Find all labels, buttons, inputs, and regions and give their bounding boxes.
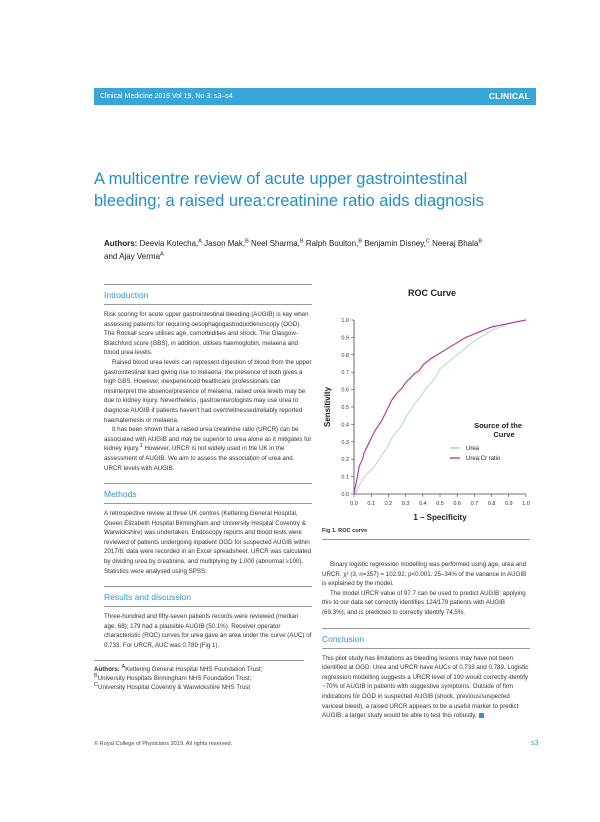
affiliation-item: Kettering General Hospital NHS Foundation Trust; (125, 666, 263, 673)
author: Neel Sharma, (250, 239, 300, 248)
author-affiliation: C (425, 238, 430, 245)
x-tick-label: 0.7 (470, 501, 479, 507)
y-tick-label: 0.7 (341, 370, 349, 377)
author-affiliation: B (245, 238, 249, 245)
conclusion-text: This pilot study has limitations as bleeding lesions may have not been identified at OGD. Urea and URCR have AUCs of 0.733 and 0.789. Logistic regression modelling suggests a URCR level of 100 would correctly identify ~70% of AUGIB in patients with suggestive symptoms. Outside of firm indications for OGD in suspected AUGIB (shock, previous/suspected variceal bleed), a raised URCR appears to be a useful marker to predict AUGIB; a larger study would be able to test this robustly. (322, 654, 529, 720)
author: Jason Mak, (204, 239, 246, 248)
page-number: s3 (531, 740, 539, 747)
roc-series-line (354, 320, 526, 494)
x-tick-label: 0.4 (418, 501, 427, 507)
divider (104, 284, 312, 285)
y-tick-label: 0.8 (341, 352, 349, 359)
roc-series-line (354, 320, 526, 494)
article-title: A multicentre review of acute upper gastrointestinal bleeding; a raised urea:creatinine ratio aids diagnosis (94, 170, 484, 210)
author-affiliation: B (358, 238, 362, 245)
left-column (104, 284, 312, 651)
divider (104, 586, 312, 587)
introduction-heading: Introduction (104, 290, 149, 300)
intro-paragraph: Risk scoring for acute upper gastrointestinal bleeding (AUGIB) is key when assessing patients for requiring oesophagogastroduodenoscopy (OGD). The Rockall score utilises age, comorbidities and shock. The Glasgow-Blatchford score (GBS), in addition, utilises haemoglobin, melaena and blood urea levels. (104, 311, 309, 357)
author: Benjamin Disney, (364, 239, 426, 248)
intro-paragraph: It has been shown that a raised urea:creatinine ratio (URCR) can be associated with AUGIB and may be superior to urea alone as it mitigates for kidney injury.$^1$ However, URCR is not widely used in the UK in the assessment of AUGIB. We aim to assess the association of urea and URCR levels with AUGIB. (104, 426, 312, 472)
divider (322, 628, 530, 629)
journal-citation: Clinical Medicine 2019 Vol 19, No 3: s3–s4 (100, 93, 233, 100)
author-list (104, 237, 534, 263)
conclusion-heading: Conclusion (322, 633, 365, 644)
y-tick-label: 1.0 (341, 318, 349, 324)
divider (104, 606, 312, 607)
results-text: Three-hundred and fifty-seven patients records were reviewed (median age, 68); 179 had a plausible AUGIB (50.1%). Receiver operator characteristic (ROC) curves for urea gave an area under the curve (AUC) of 0.733. For URCR, AUC was 0.789 (Fig 1). (104, 613, 312, 650)
x-tick-label: 0.5 (436, 501, 444, 507)
end-mark-icon (479, 713, 484, 718)
y-tick-label: 0.6 (341, 387, 349, 394)
author: and Ajay Verma (104, 252, 161, 261)
author-affiliation: B (478, 238, 482, 245)
author-affiliation: A (198, 238, 202, 245)
y-tick-label: 0.3 (341, 439, 349, 446)
legend-title: Source of the (474, 421, 522, 430)
y-tick-label: 0.2 (341, 457, 349, 464)
stats-paragraph: The model URCR value of 97.7 can be used to predict AUGIB; applying this to our data set correctly identifies 124/179 patients with AUGIB (69.3%), and is predicted to correctly identify 74.5%. (322, 589, 526, 616)
affiliations: Authors: $^A$Kettering General Hospital NHS Foundation Trust; $^B$University Hospitals Birmingham NHS Foundation Trust; $^C$University Hospital Coventry & Warwickshire NHS Trust (94, 663, 263, 691)
x-tick-label: 0.1 (367, 501, 376, 507)
affiliation-item: University Hospitals Birmingham NHS Foundation Trust; (97, 675, 252, 682)
author-affiliation: B (299, 238, 304, 245)
x-tick-label: 0.6 (453, 501, 462, 507)
author: Neeraj Bhala (432, 239, 479, 248)
chart-title: ROC Curve (407, 288, 457, 298)
figure-caption: Fig 1. ROC curve (322, 528, 368, 534)
divider (104, 483, 312, 484)
methods-text: A retrospective review at three UK centres (Kettering General Hospital, Queen Elizabeth Hospital Birmingham and University Hospital Coventry & Warwickshire) was undertaken. Endoscopy reports and blood tests were reviewed of patients undergoing inpatient OGD for suspected AUGIB within 2017/8; data were recorded in an Excel spreadsheet. URCR was calculated by dividing urea by creatinine, and multiplying by 1,000 (abnormal ≥100). Statistics were analysed using SPSS. (104, 510, 312, 575)
x-tick-label: 0.0 (350, 501, 358, 507)
figure-divider (322, 539, 530, 540)
methods-heading: Methods (104, 489, 137, 500)
intro-paragraph: Raised blood urea levels can represent digestion of blood from the upper gastrointestinal tract giving rise to melaena; the presence of both gives a high GBS. However, inexperienced healthcare professionals can misinterpret the absence/presence of melaena, raised urea levels may be due to kidney injury. Nevertheless, gastroenterologists may use urea to diagnose AUGIB if patients haven't had overt/witnessed/reliably reported haematemesis or melaena. (104, 358, 312, 424)
x-tick-label: 0.8 (487, 501, 496, 507)
y-tick-label: 0.5 (341, 405, 349, 411)
divider (322, 648, 530, 649)
legend-item: Urea (466, 446, 480, 452)
y-tick-label: 0.1 (341, 474, 349, 481)
affiliations-divider (94, 660, 304, 661)
y-tick-label: 0.4 (341, 422, 349, 429)
author: Deevia Kotecha, (139, 239, 199, 248)
legend-item: Urea:Cr ratio (466, 456, 501, 462)
y-tick-label: 0.0 (341, 492, 349, 498)
legend-title: Curve (493, 430, 515, 439)
right-column (322, 560, 530, 721)
y-axis-label: Sensitivity (323, 386, 332, 428)
authors-label: Authors: (104, 239, 138, 248)
author: Ralph Boulton, (305, 239, 359, 248)
results-heading: Results and discussion (104, 592, 191, 603)
y-tick-label: 0.9 (341, 335, 349, 342)
divider (104, 503, 312, 504)
x-tick-label: 0.3 (401, 501, 410, 507)
author-affiliation: A (160, 251, 164, 258)
divider (104, 304, 312, 305)
affiliations-label: Authors: (94, 666, 120, 673)
x-axis-label: 1 – Specificity (413, 513, 467, 522)
x-tick-label: 0.9 (504, 501, 513, 507)
affiliation-item: University Hospital Coventry & Warwickshire NHS Trust (97, 684, 251, 691)
roc-chart (318, 288, 538, 524)
copyright: © Royal College of Physicians 2019. All rights reserved. (94, 741, 233, 747)
stats-paragraph: Binary logistic regression modelling was performed using age, urea and URCR. χ² (3, n=357) = 102.92, p<0.001. 25–34% of the variance in AUGIB is explained by the model. (322, 561, 527, 588)
section-tag: CLINICAL (488, 91, 530, 101)
x-tick-label: 0.2 (384, 501, 393, 507)
x-tick-label: 1.0 (522, 501, 530, 507)
